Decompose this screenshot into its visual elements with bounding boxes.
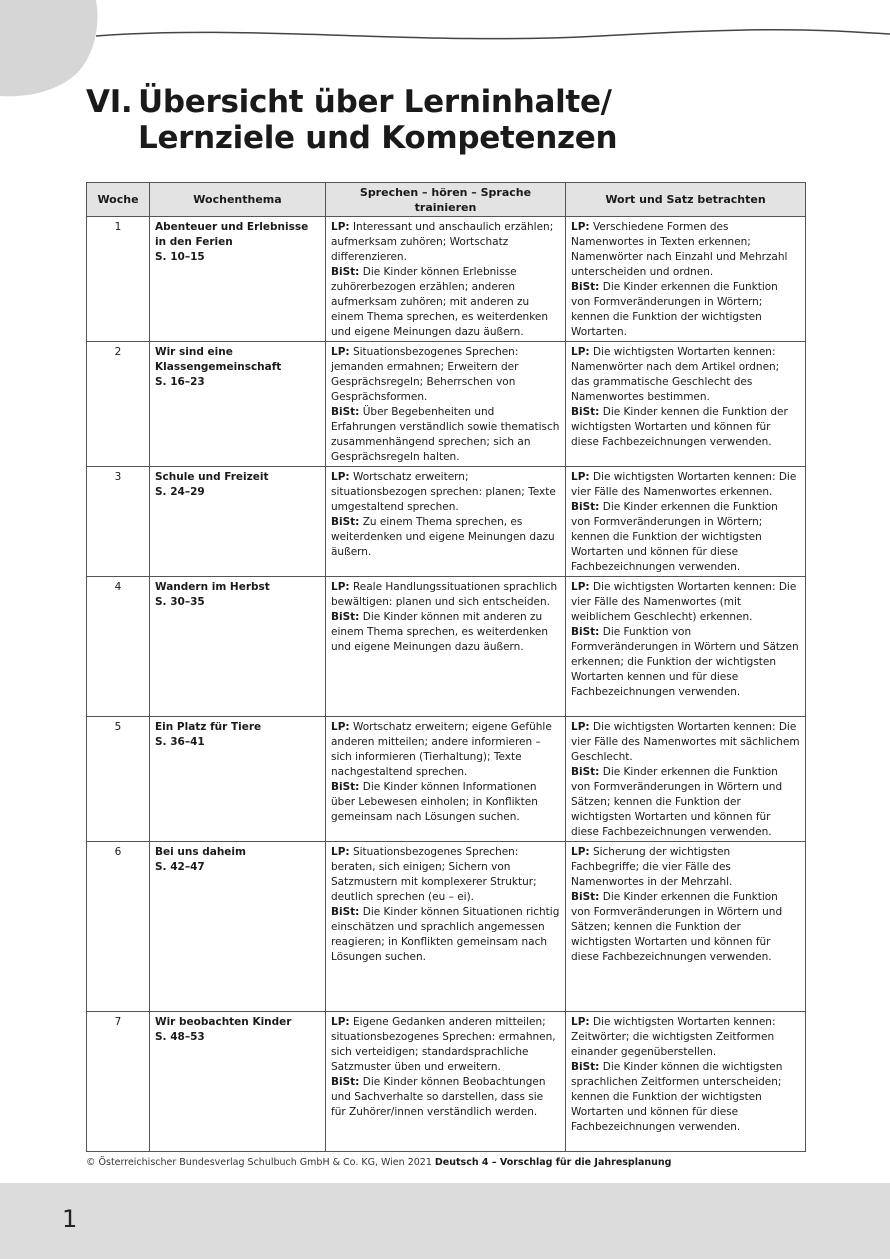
bist-label: BiSt:	[571, 1061, 600, 1073]
word-lp-text: Die wichtigsten Wortarten kennen: Namenwörter nach dem Artikel ordnen; das grammatische Geschlecht des Namenwortes bestimmen.	[571, 346, 780, 403]
word-lp-text: Die wichtigsten Wortarten kennen: Die vier Fälle des Namenwortes mit sächlichem Geschlecht.	[571, 721, 800, 763]
theme-pages: S. 30–35	[155, 596, 205, 608]
speaking-cell	[326, 577, 566, 717]
column-header-word-sentence: Wort und Satz betrachten	[566, 183, 806, 217]
speaking-bist-text: Die Kinder können Beobachtungen und Sachverhalte so darstellen, dass sie für Zuhörer/innen verständlich werden.	[331, 1076, 546, 1118]
lp-label: LP:	[571, 1016, 590, 1028]
lp-label: LP:	[571, 471, 590, 483]
table-row	[87, 717, 806, 842]
speaking-bist-text: Die Kinder können Erlebnisse zuhörerbezogen erzählen; anderen aufmerksam zuhören; mit anderen zu einem Thema sprechen, es weiterdenken und eigene Meinungen dazu äußern.	[331, 266, 549, 338]
speaking-lp-text: Situationsbezogenes Sprechen: jemanden ermahnen; Erweitern der Gesprächsregeln; Beherrschen von Gesprächsformen.	[331, 346, 519, 403]
word-bist-text: Die Kinder kennen die Funktion der wichtigsten Wortarten und können für diese Fachbezeichnungen verwenden.	[571, 406, 788, 448]
table-row	[87, 467, 806, 577]
title-line-1: Übersicht über Lerninhalte/	[138, 84, 612, 120]
speaking-cell	[326, 842, 566, 1012]
lp-label: LP:	[331, 471, 350, 483]
speaking-lp-text: Interessant und anschaulich erzählen; aufmerksam zuhören; Wortschatz differenzieren.	[331, 221, 554, 263]
speaking-lp-text: Wortschatz erweitern; situationsbezogen sprechen: planen; Texte umgestaltend sprechen.	[331, 471, 556, 513]
bist-label: BiSt:	[331, 611, 360, 623]
theme-title: Schule und Freizeit	[155, 471, 269, 483]
speaking-bist-text: Die Kinder können Informationen über Lebewesen einholen; in Konflikten gemeinsam nach Lösungen suchen.	[331, 781, 538, 823]
word-sentence-cell	[566, 1012, 806, 1152]
theme-title: Wir beobachten Kinder	[155, 1016, 292, 1028]
theme-title: Abenteuer und Erlebnisse in den Ferien	[155, 221, 309, 248]
table-header-row	[87, 183, 806, 217]
word-bist-text: Die Kinder erkennen die Funktion von Formveränderungen in Wörtern; kennen die Funktion der wichtigsten Wortarten.	[571, 281, 778, 338]
lp-label: LP:	[571, 346, 590, 358]
speaking-lp-text: Situationsbezogenes Sprechen: beraten, sich einigen; Sichern von Satzmustern mit komplexerer Struktur; deutlich sprechen (eu – ei).	[331, 846, 537, 903]
bist-label: BiSt:	[571, 501, 600, 513]
column-header-week: Woche	[87, 183, 150, 217]
table-row	[87, 217, 806, 342]
theme-pages: S. 48–53	[155, 1031, 205, 1043]
table-row	[87, 842, 806, 1012]
theme-pages: S. 16–23	[155, 376, 205, 388]
bist-label: BiSt:	[571, 891, 600, 903]
table-row	[87, 1012, 806, 1152]
bist-label: BiSt:	[571, 626, 600, 638]
week-cell: 6	[87, 842, 150, 1012]
lp-label: LP:	[331, 221, 350, 233]
bist-label: BiSt:	[331, 781, 360, 793]
column-header-theme: Wochenthema	[150, 183, 326, 217]
theme-cell	[150, 717, 326, 842]
theme-pages: S. 36–41	[155, 736, 205, 748]
word-lp-text: Die wichtigsten Wortarten kennen: Die vier Fälle des Namenwortes erkennen.	[571, 471, 797, 498]
column-header-speaking: Sprechen – hören – Sprache trainieren	[326, 183, 566, 217]
word-lp-text: Die wichtigsten Wortarten kennen: Die vier Fälle des Namenwortes (mit weiblichem Geschlecht) erkennen.	[571, 581, 797, 623]
theme-title: Wir sind eine Klassengemeinschaft	[155, 346, 282, 373]
word-sentence-cell	[566, 217, 806, 342]
week-cell: 7	[87, 1012, 150, 1152]
theme-cell	[150, 842, 326, 1012]
speaking-cell	[326, 342, 566, 467]
bist-label: BiSt:	[331, 406, 360, 418]
theme-cell	[150, 577, 326, 717]
lp-label: LP:	[331, 346, 350, 358]
lp-label: LP:	[571, 221, 590, 233]
word-bist-text: Die Kinder erkennen die Funktion von Formveränderungen in Wörtern und Sätzen; kennen die Funktion der wichtigsten Wortarten und können für diese Fachbezeichnungen verwenden.	[571, 766, 783, 838]
theme-cell	[150, 1012, 326, 1152]
bist-label: BiSt:	[571, 406, 600, 418]
lp-label: LP:	[571, 846, 590, 858]
week-cell: 3	[87, 467, 150, 577]
theme-title: Ein Platz für Tiere	[155, 721, 262, 733]
week-cell: 1	[87, 217, 150, 342]
week-cell: 2	[87, 342, 150, 467]
theme-title: Wandern im Herbst	[155, 581, 270, 593]
lp-label: LP:	[331, 846, 350, 858]
word-bist-text: Die Kinder erkennen die Funktion von Formveränderungen in Wörtern und Sätzen; kennen die Funktion der wichtigsten Wortarten und können für diese Fachbezeichnungen verwenden.	[571, 891, 783, 963]
table-row	[87, 577, 806, 717]
speaking-bist-text: Über Begebenheiten und Erfahrungen verständlich sowie thematisch zusammenhängend sprechen; sich an Gesprächsregeln halten.	[331, 406, 560, 463]
word-sentence-cell	[566, 717, 806, 842]
word-lp-text: Verschiedene Formen des Namenwortes in Texten erkennen; Namenwörter nach Einzahl und Mehrzahl unterscheiden und ordnen.	[571, 221, 788, 278]
speaking-lp-text: Wortschatz erweitern; eigene Gefühle anderen mitteilen; andere informieren – sich informieren (Tierhaltung); Texte nachgestaltend sprechen.	[331, 721, 552, 778]
speaking-cell	[326, 717, 566, 842]
word-sentence-cell	[566, 467, 806, 577]
bist-label: BiSt:	[331, 1076, 360, 1088]
word-sentence-cell	[566, 577, 806, 717]
bist-label: BiSt:	[331, 266, 360, 278]
theme-title: Bei uns daheim	[155, 846, 246, 858]
copyright-text: © Österreichischer Bundesverlag Schulbuch GmbH & Co. KG, Wien 2021	[86, 1157, 432, 1168]
word-bist-text: Die Kinder erkennen die Funktion von Formveränderungen in Wörtern; kennen die Funktion der wichtigsten Wortarten und können für diese Fachbezeichnungen verwenden.	[571, 501, 778, 573]
bist-label: BiSt:	[331, 906, 360, 918]
theme-pages: S. 24–29	[155, 486, 205, 498]
lp-label: LP:	[571, 721, 590, 733]
lp-label: LP:	[331, 721, 350, 733]
title-number: VI.	[86, 84, 133, 120]
header-wave-line	[0, 0, 890, 60]
word-bist-text: Die Funktion von Formveränderungen in Wörtern und Sätzen erkennen; die Funktion der wichtigsten Wortarten kennen und für diese Fachbezeichnungen verwenden.	[571, 626, 799, 698]
speaking-cell	[326, 217, 566, 342]
lp-label: LP:	[571, 581, 590, 593]
speaking-bist-text: Die Kinder können mit anderen zu einem Thema sprechen, es weiterdenken und eigene Meinungen dazu äußern.	[331, 611, 549, 653]
word-sentence-cell	[566, 342, 806, 467]
bist-label: BiSt:	[571, 281, 600, 293]
theme-cell	[150, 217, 326, 342]
speaking-cell	[326, 467, 566, 577]
speaking-lp-text: Reale Handlungssituationen sprachlich bewältigen: planen und sich entscheiden.	[331, 581, 558, 608]
footer-band	[0, 1183, 890, 1259]
document-title: Deutsch 4 – Vorschlag für die Jahresplanung	[434, 1157, 672, 1168]
word-lp-text: Die wichtigsten Wortarten kennen: Zeitwörter; die wichtigsten Zeitformen einander gegenüberstellen.	[571, 1016, 776, 1058]
learning-plan-table	[86, 182, 806, 1152]
speaking-bist-text: Zu einem Thema sprechen, es weiterdenken und eigene Meinungen dazu äußern.	[331, 516, 555, 558]
table-row	[87, 342, 806, 467]
copyright-footer	[86, 1157, 671, 1168]
speaking-cell	[326, 1012, 566, 1152]
week-cell: 5	[87, 717, 150, 842]
lp-label: LP:	[331, 1016, 350, 1028]
speaking-lp-text: Eigene Gedanken anderen mitteilen; situationsbezogenes Sprechen: ermahnen, sich verteidigen; standardsprachliche Satzmuster üben und erweitern.	[331, 1016, 556, 1073]
title-line-2: Lernziele und Kompetenzen	[138, 120, 618, 156]
word-lp-text: Sicherung der wichtigsten Fachbegriffe; die vier Fälle des Namenwortes in der Mehrzahl.	[571, 846, 733, 888]
page-title	[86, 84, 786, 156]
theme-cell	[150, 342, 326, 467]
lp-label: LP:	[331, 581, 350, 593]
bist-label: BiSt:	[331, 516, 360, 528]
theme-pages: S. 42–47	[155, 861, 205, 873]
theme-pages: S. 10–15	[155, 251, 205, 263]
page-number: 1	[62, 1205, 78, 1233]
word-bist-text: Die Kinder können die wichtigsten sprachlichen Zeitformen unterscheiden; kennen die Funktion der wichtigsten Wortarten und können für diese Fachbezeichnungen verwenden.	[571, 1061, 783, 1133]
speaking-bist-text: Die Kinder können Situationen richtig einschätzen und sprachlich angemessen reagieren; in Konflikten gemeinsam nach Lösungen suchen.	[331, 906, 560, 963]
week-cell: 4	[87, 577, 150, 717]
theme-cell	[150, 467, 326, 577]
word-sentence-cell	[566, 842, 806, 1012]
bist-label: BiSt:	[571, 766, 600, 778]
